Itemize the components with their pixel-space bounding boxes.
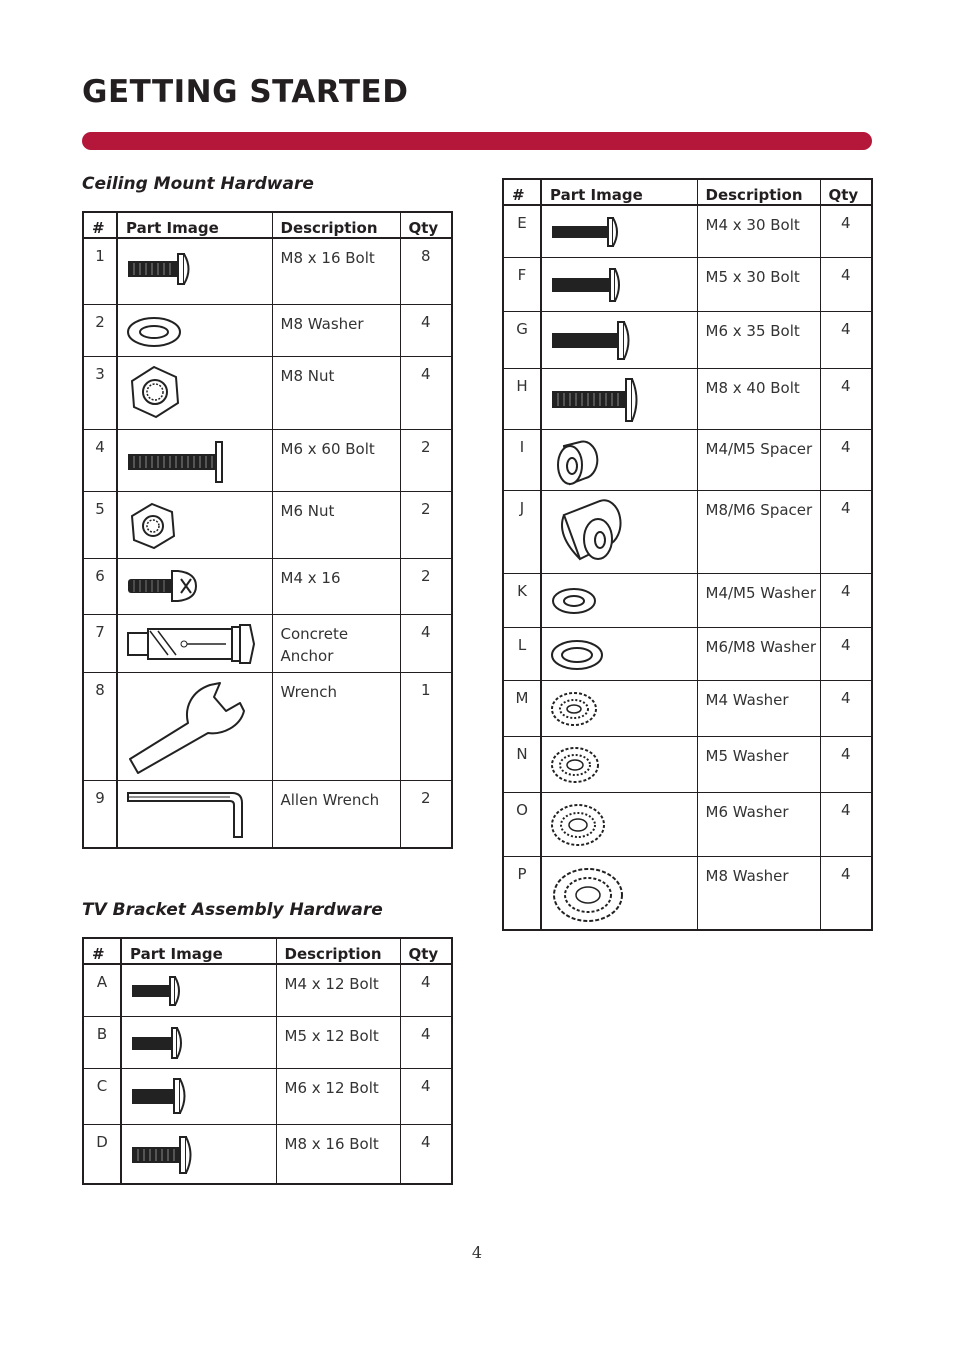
- part-description: M4 x 30 Bolt: [697, 205, 820, 257]
- header-description: Description: [697, 179, 820, 205]
- part-image: [541, 429, 697, 490]
- header-description: Description: [276, 938, 400, 964]
- part-description: Allen Wrench: [272, 780, 400, 848]
- bolt-icon: [550, 210, 630, 254]
- table-row: [503, 205, 872, 257]
- part-description: M4 x 12 Bolt: [276, 964, 400, 1016]
- washer-icon: [550, 578, 610, 622]
- part-qty: 4: [400, 1124, 452, 1184]
- part-id: N: [503, 736, 541, 792]
- part-description: M8 Washer: [697, 856, 820, 930]
- long-bolt-icon: [126, 434, 236, 488]
- part-description: Concrete Anchor: [272, 614, 400, 672]
- part-description: M5 x 12 Bolt: [276, 1016, 400, 1068]
- lock-washer-icon: [550, 685, 610, 733]
- part-description: M6 x 12 Bolt: [276, 1068, 400, 1124]
- part-image: [121, 964, 276, 1016]
- table-row: [503, 573, 872, 627]
- table-row: [83, 429, 452, 491]
- part-image: [117, 356, 272, 429]
- part-qty: 4: [820, 680, 872, 736]
- part-qty: 2: [400, 429, 452, 491]
- header-part-image: Part Image: [121, 938, 276, 964]
- allen-wrench-icon: [126, 785, 256, 845]
- part-image: [541, 573, 697, 627]
- part-image: [117, 558, 272, 614]
- part-id: M: [503, 680, 541, 736]
- part-image: [117, 614, 272, 672]
- part-id: K: [503, 573, 541, 627]
- part-description: Wrench: [272, 672, 400, 780]
- table-row: [83, 672, 452, 780]
- part-image: [117, 238, 272, 304]
- part-id: D: [83, 1124, 121, 1184]
- part-image: [117, 780, 272, 848]
- part-id: 7: [83, 614, 117, 672]
- table-row: [83, 491, 452, 558]
- part-description: M4/M5 Washer: [697, 573, 820, 627]
- part-id: 8: [83, 672, 117, 780]
- part-image: [121, 1016, 276, 1068]
- part-qty: 4: [820, 627, 872, 680]
- part-qty: 4: [820, 490, 872, 573]
- part-qty: 4: [820, 311, 872, 368]
- wrench-icon: [126, 677, 256, 777]
- table-row: [83, 558, 452, 614]
- part-description: M6/M8 Washer: [697, 627, 820, 680]
- part-qty: 4: [400, 1016, 452, 1068]
- lock-washer-icon: [550, 861, 636, 927]
- part-qty: 4: [400, 614, 452, 672]
- bolt-icon: [550, 262, 630, 308]
- table-row: [83, 614, 452, 672]
- washer-icon: [550, 632, 614, 676]
- part-id: 3: [83, 356, 117, 429]
- table-row: [83, 1068, 452, 1124]
- part-id: E: [503, 205, 541, 257]
- bolt-icon: [130, 1073, 200, 1121]
- part-image: [121, 1068, 276, 1124]
- part-description: M8 x 40 Bolt: [697, 368, 820, 429]
- washer-icon: [126, 309, 196, 353]
- table-row: [83, 964, 452, 1016]
- part-id: 1: [83, 238, 117, 304]
- part-qty: 1: [400, 672, 452, 780]
- lock-washer-icon: [550, 797, 620, 853]
- page-title: GETTING STARTED: [82, 74, 409, 110]
- part-image: [541, 368, 697, 429]
- part-description: M6 Nut: [272, 491, 400, 558]
- part-qty: 4: [820, 573, 872, 627]
- table-row: [83, 1124, 452, 1184]
- title-divider-bar: [82, 132, 872, 150]
- part-image: [117, 429, 272, 491]
- part-qty: 4: [820, 205, 872, 257]
- part-id: O: [503, 792, 541, 856]
- part-description: M8 x 16 Bolt: [272, 238, 400, 304]
- part-description: M4 Washer: [697, 680, 820, 736]
- bolt-icon: [126, 243, 206, 297]
- part-image: [117, 491, 272, 558]
- concrete-anchor-icon: [126, 619, 266, 669]
- hex-nut-icon: [126, 361, 196, 425]
- part-description: M5 x 30 Bolt: [697, 257, 820, 311]
- table-row: [83, 238, 452, 304]
- table-row: [83, 1016, 452, 1068]
- header-qty: Qty: [400, 212, 452, 238]
- part-id: P: [503, 856, 541, 930]
- part-qty: 4: [400, 356, 452, 429]
- part-qty: 4: [400, 964, 452, 1016]
- part-image: [541, 792, 697, 856]
- part-description: M8 Washer: [272, 304, 400, 356]
- table-header-row: [503, 179, 872, 205]
- part-image: [541, 311, 697, 368]
- part-qty: 4: [820, 736, 872, 792]
- table-row: [503, 257, 872, 311]
- part-qty: 4: [400, 304, 452, 356]
- part-image: [117, 672, 272, 780]
- part-qty: 4: [820, 429, 872, 490]
- part-description: M6 x 35 Bolt: [697, 311, 820, 368]
- part-qty: 2: [400, 558, 452, 614]
- table-row: [503, 429, 872, 490]
- part-id: 5: [83, 491, 117, 558]
- header-num: #: [83, 938, 121, 964]
- part-image: [541, 490, 697, 573]
- header-qty: Qty: [820, 179, 872, 205]
- part-qty: 8: [400, 238, 452, 304]
- hex-nut-icon: [126, 496, 196, 558]
- part-description: M8 Nut: [272, 356, 400, 429]
- part-qty: 4: [820, 856, 872, 930]
- table-row: [83, 780, 452, 848]
- part-id: A: [83, 964, 121, 1016]
- table-row: [503, 627, 872, 680]
- table-row: [503, 736, 872, 792]
- part-image: [117, 304, 272, 356]
- part-description: M4/M5 Spacer: [697, 429, 820, 490]
- part-image: [541, 205, 697, 257]
- spacer-icon: [550, 495, 640, 571]
- ceiling-hardware-table: [82, 211, 453, 849]
- part-description: M6 Washer: [697, 792, 820, 856]
- table-row: [503, 792, 872, 856]
- part-description: M5 Washer: [697, 736, 820, 792]
- part-description: M8 x 16 Bolt: [276, 1124, 400, 1184]
- part-id: G: [503, 311, 541, 368]
- header-part-image: Part Image: [541, 179, 697, 205]
- bracket-section-title: TV Bracket Assembly Hardware: [82, 900, 383, 920]
- part-qty: 4: [820, 368, 872, 429]
- table-row: [503, 311, 872, 368]
- part-qty: 2: [400, 491, 452, 558]
- ceiling-section-title: Ceiling Mount Hardware: [82, 174, 314, 194]
- part-id: 6: [83, 558, 117, 614]
- part-id: 9: [83, 780, 117, 848]
- part-description: M8/M6 Spacer: [697, 490, 820, 573]
- part-description: M4 x 16: [272, 558, 400, 614]
- bolt-icon: [130, 1129, 210, 1181]
- part-id: 2: [83, 304, 117, 356]
- part-image: [541, 627, 697, 680]
- part-id: H: [503, 368, 541, 429]
- bolt-icon: [550, 316, 640, 366]
- table-header-row: [83, 212, 452, 238]
- bracket-hardware-table: [82, 937, 453, 1185]
- part-id: J: [503, 490, 541, 573]
- header-part-image: Part Image: [117, 212, 272, 238]
- header-qty: Qty: [400, 938, 452, 964]
- header-num: #: [83, 212, 117, 238]
- table-row: [503, 680, 872, 736]
- part-id: C: [83, 1068, 121, 1124]
- bolt-icon: [130, 1021, 200, 1065]
- part-qty: 2: [400, 780, 452, 848]
- part-qty: 4: [820, 792, 872, 856]
- part-id: F: [503, 257, 541, 311]
- part-description: M6 x 60 Bolt: [272, 429, 400, 491]
- header-num: #: [503, 179, 541, 205]
- bolt-icon: [550, 373, 650, 427]
- part-id: L: [503, 627, 541, 680]
- lock-washer-icon: [550, 741, 610, 789]
- part-image: [541, 680, 697, 736]
- header-description: Description: [272, 212, 400, 238]
- table-row: [503, 368, 872, 429]
- table-row: [83, 356, 452, 429]
- part-id: 4: [83, 429, 117, 491]
- part-image: [541, 257, 697, 311]
- screw-icon: [126, 563, 206, 611]
- spacer-icon: [550, 434, 610, 490]
- bracket-hardware-table-continued: [502, 178, 873, 931]
- part-qty: 4: [400, 1068, 452, 1124]
- table-header-row: [83, 938, 452, 964]
- part-image: [541, 856, 697, 930]
- table-row: [503, 856, 872, 930]
- part-id: B: [83, 1016, 121, 1068]
- part-image: [121, 1124, 276, 1184]
- table-row: [503, 490, 872, 573]
- bolt-icon: [130, 969, 200, 1013]
- page-number: 4: [471, 1243, 483, 1262]
- part-id: I: [503, 429, 541, 490]
- part-image: [541, 736, 697, 792]
- table-row: [83, 304, 452, 356]
- part-qty: 4: [820, 257, 872, 311]
